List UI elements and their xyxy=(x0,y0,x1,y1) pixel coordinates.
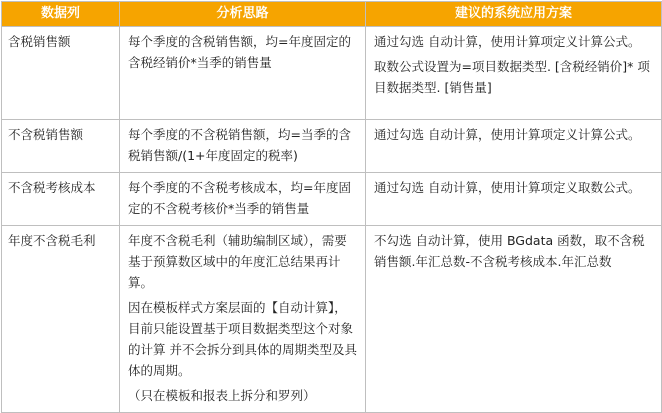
table-row xyxy=(2,173,662,226)
table-row xyxy=(2,120,662,173)
header-solution: 建议的系统应用方案 xyxy=(366,2,662,27)
analysis-text: 每个季度的不含税考核成本，均=年度固定的不含税考核价*当季的销售量 xyxy=(128,180,351,216)
row-name: 不含税考核成本 xyxy=(2,173,120,226)
solution-text: 通过勾选 自动计算，使用计算项定义计算公式。 xyxy=(374,127,641,142)
solution-text: 取数公式设置为=项目数据类型. [含税经销价]* 项目数据类型. [销售量] xyxy=(374,59,650,95)
header-data-column: 数据列 xyxy=(2,2,120,27)
solution-text: 通过勾选 自动计算，使用计算项定义计算公式。 xyxy=(374,34,641,49)
row-analysis xyxy=(120,27,366,120)
table-header-row xyxy=(2,2,662,27)
row-solution xyxy=(366,226,662,413)
analysis-text: 每个季度的不含税销售额，均=当季的含税销售额/(1+年度固定的税率) xyxy=(128,127,351,163)
row-solution xyxy=(366,120,662,173)
analysis-text: 因在模板样式方案层面的【自动计算】，目前只能设置基于项目数据类型这个对象的计算 并不会拆分到具体的周期类型及具体的周期。 xyxy=(128,300,357,378)
data-column-table xyxy=(1,1,662,413)
row-analysis xyxy=(120,120,366,173)
row-analysis xyxy=(120,173,366,226)
row-solution xyxy=(366,27,662,120)
table-row xyxy=(2,27,662,120)
row-solution xyxy=(366,173,662,226)
solution-text: 不勾选 自动计算，使用 BGdata 函数，取不含税销售额.年汇总数-不含税考核成本.年汇总数 xyxy=(374,233,645,269)
row-name: 年度不含税毛利 xyxy=(2,226,120,413)
row-name: 不含税销售额 xyxy=(2,120,120,173)
solution-text: 通过勾选 自动计算，使用计算项定义取数公式。 xyxy=(374,180,641,195)
row-name: 含税销售额 xyxy=(2,27,120,120)
row-analysis xyxy=(120,226,366,413)
analysis-text: 每个季度的含税销售额，均=年度固定的含税经销价*当季的销售量 xyxy=(128,34,351,70)
header-analysis: 分析思路 xyxy=(120,2,366,27)
analysis-text: 年度不含税毛利（辅助编制区域），需要基于预算数区域中的年度汇总结果再计算。 xyxy=(128,233,347,290)
table-row xyxy=(2,226,662,413)
analysis-text: （只在模板和报表上拆分和罗列） xyxy=(128,388,316,403)
